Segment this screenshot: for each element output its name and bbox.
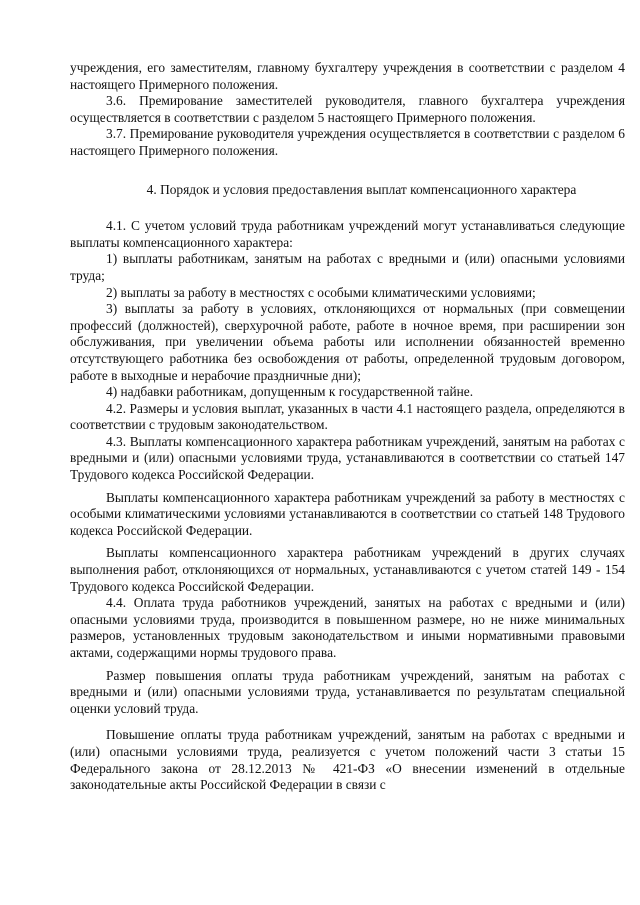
paragraph-3-7: 3.7. Премирование руководителя учреждения осуществляется в соответствии с разделом 6 настоящего Примерного положения.: [70, 126, 625, 158]
paragraph-continuation: учреждения, его заместителям, главному бухгалтеру учреждения в соответствии с разделом 4 настоящего Примерного положения.: [70, 60, 625, 92]
paragraph-4-3-other: Выплаты компенсационного характера работникам учреждений в других случаях выполнения работ, отклоняющихся от нормальных, устанавливаются с учетом статей 149 - 154 Трудового кодекса Российской Федерации.: [70, 545, 625, 594]
paragraph-3-6: 3.6. Премирование заместителей руководителя, главного бухгалтера учреждения осуществляется в соответствии с разделом 5 настоящего Примерного положения.: [70, 93, 625, 125]
list-item-4: 4) надбавки работникам, допущенным к государственной тайне.: [106, 384, 474, 400]
list-item-2: 2) выплаты за работу в местностях с особыми климатическими условиями;: [106, 284, 536, 300]
paragraph-4-4-increase: Повышение оплаты труда работникам учреждений, занятым на работах с вредными и (или) опасными условиями труда, реализуется с учетом положений части 3 статьи 15 Федерального закона от 28.12.2013 № 421-ФЗ «О внесении изменений в отдельные законодательные акты Российской Федерации в связи с: [70, 727, 625, 793]
paragraph-4-3: 4.3. Выплаты компенсационного характера работникам учреждений, занятым на работах с вредными и (или) опасными условиями труда, устанавливаются в соответствии со статьей 147 Трудового кодекса Российской Федерации.: [70, 433, 625, 483]
paragraph-4-1: 4.1. С учетом условий труда работникам учреждений могут устанавливаться следующие выплаты компенсационного характера:: [70, 218, 625, 250]
list-item-1: 1) выплаты работникам, занятым на работах с вредными и (или) опасными условиями труда;: [70, 251, 625, 283]
document-page: [70, 60, 625, 794]
list-item-3: 3) выплаты за работу в условиях, отклоняющихся от нормальных (при совмещении профессий (должностей), сверхурочной работе, работе в ночное время, при расширении зон обслуживания, при увеличении объема работы или исполнении обязанностей временно отсутствующего работника без освобождения от работы, определенной трудовым договором, работе в выходные и нерабочие праздничные дни);: [70, 301, 625, 383]
paragraph-4-2: 4.2. Размеры и условия выплат, указанных в части 4.1 настоящего раздела, определяются в соответствии с трудовым законодательством.: [70, 400, 625, 433]
section-heading: 4. Порядок и условия предоставления выплат компенсационного характера: [146, 181, 577, 197]
paragraph-4-4-size: Размер повышения оплаты труда работникам учреждений, занятым на работах с вредными и (или) опасными условиями труда, устанавливается по результатам специальной оценки условий труда.: [70, 667, 625, 716]
paragraph-4-3-climate: Выплаты компенсационного характера работникам учреждений за работу в местностях с особыми климатическими условиями устанавливаются в соответствии со статьей 148 Трудового кодекса Российской Федерации.: [70, 489, 625, 538]
paragraph-4-4: 4.4. Оплата труда работников учреждений, занятых на работах с вредными и (или) опасными условиями труда, производится в повышенном размере, но не ниже минимальных размеров, установленных трудовым законодательством и иными нормативными правовыми актами, содержащими нормы трудового права.: [70, 595, 625, 660]
